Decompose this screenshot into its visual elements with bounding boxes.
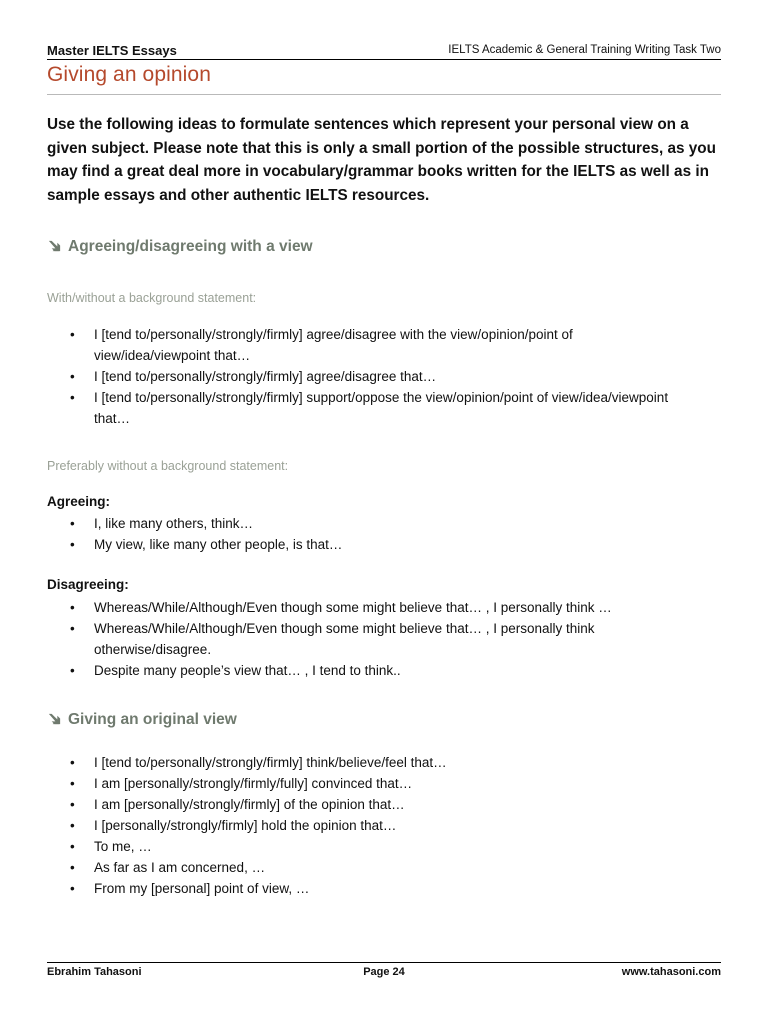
list-item: • As far as I am concerned, … — [94, 857, 684, 878]
footer-page-number: Page 24 — [363, 966, 405, 978]
section-heading-text: Agreeing/disagreeing with a view — [68, 238, 313, 255]
list-item: • I, like many others, think… — [94, 513, 684, 534]
list-item: • I [tend to/personally/strongly/firmly] support/oppose the view/opinion/point of view/idea/viewpoint that… — [94, 387, 684, 429]
sub-heading-without-background: Preferably without a background statement: — [47, 459, 289, 473]
list-item: • I [tend to/personally/strongly/firmly] agree/disagree that… — [94, 366, 684, 387]
bullet-dot-icon: • — [70, 621, 75, 636]
bullet-dot-icon: • — [70, 516, 75, 531]
bullet-dot-icon: • — [70, 839, 75, 854]
header-right: IELTS Academic & General Training Writing Task Two — [448, 44, 721, 56]
bullet-dot-icon: • — [70, 663, 75, 678]
bullet-dot-icon: • — [70, 369, 75, 384]
list-item: • Whereas/While/Although/Even though some might believe that… , I personally think otherwise/disagree. — [94, 618, 684, 660]
bullet-dot-icon: • — [70, 755, 75, 770]
bullet-dot-icon: • — [70, 797, 75, 812]
bullet-dot-icon: • — [70, 860, 75, 875]
list-original-view — [70, 752, 684, 899]
sub-heading-background: With/without a background statement: — [47, 291, 257, 305]
list-item: • I am [personally/strongly/firmly/fully] convinced that… — [94, 773, 684, 794]
section-heading-original — [47, 711, 237, 729]
bullet-dot-icon: • — [70, 818, 75, 833]
arrow-down-right-icon — [47, 711, 62, 726]
bullet-dot-icon: • — [70, 600, 75, 615]
list-agreeing — [70, 513, 684, 555]
list-item: • I [personally/strongly/firmly] hold the opinion that… — [94, 815, 684, 836]
page-footer — [47, 962, 721, 978]
list-background-statement — [70, 324, 684, 429]
arrow-down-right-icon — [47, 238, 62, 253]
footer-author: Ebrahim Tahasoni — [47, 966, 142, 978]
list-item: • From my [personal] point of view, … — [94, 878, 684, 899]
page-header — [47, 41, 721, 60]
intro-paragraph: Use the following ideas to formulate sentences which represent your personal view on a given subject. Please note that this is only a small portion of the possible structures, as you may find a great deal more in vocabulary/grammar books written for the IELTS as well as in sample essays and other authentic IELTS resources. — [47, 116, 716, 204]
page-title: Giving an opinion — [47, 63, 211, 86]
label-disagreeing: Disagreeing: — [47, 577, 129, 592]
list-disagreeing — [70, 597, 684, 681]
bullet-dot-icon: • — [70, 537, 75, 552]
list-item: • I [tend to/personally/strongly/firmly] agree/disagree with the view/opinion/point of view/idea/viewpoint that… — [94, 324, 684, 366]
list-item: • To me, … — [94, 836, 684, 857]
list-item: • I am [personally/strongly/firmly] of the opinion that… — [94, 794, 684, 815]
label-agreeing: Agreeing: — [47, 494, 111, 509]
list-item: • Despite many people’s view that… , I tend to think.. — [94, 660, 684, 681]
list-item: • I [tend to/personally/strongly/firmly] think/believe/feel that… — [94, 752, 684, 773]
title-divider — [47, 94, 721, 95]
section-heading-text: Giving an original view — [68, 711, 237, 728]
bullet-dot-icon: • — [70, 881, 75, 896]
header-left: Master IELTS Essays — [47, 43, 177, 58]
bullet-dot-icon: • — [70, 390, 75, 405]
list-item: • Whereas/While/Although/Even though some might believe that… , I personally think … — [94, 597, 684, 618]
list-item: • My view, like many other people, is that… — [94, 534, 684, 555]
bullet-dot-icon: • — [70, 776, 75, 791]
bullet-dot-icon: • — [70, 327, 75, 342]
section-heading-agreeing — [47, 238, 313, 256]
footer-website: www.tahasoni.com — [621, 966, 721, 978]
